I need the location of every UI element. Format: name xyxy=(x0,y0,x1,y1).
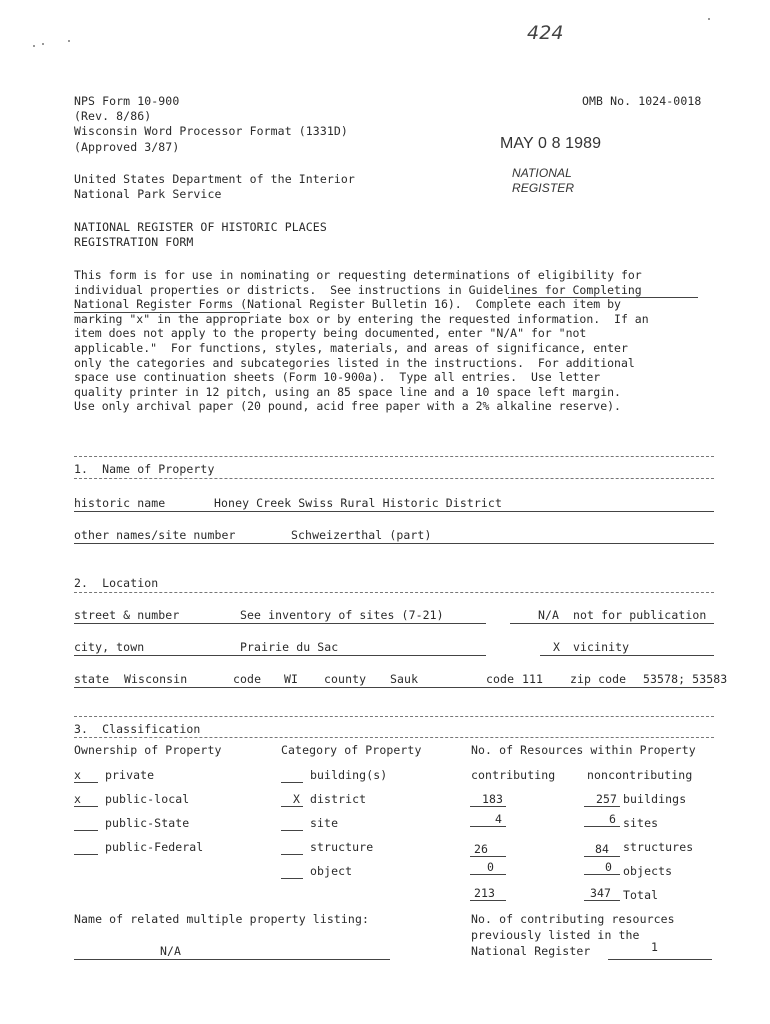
category-district-label: district xyxy=(310,792,367,806)
form-title-2: REGISTRATION FORM xyxy=(74,235,194,249)
state-line-blank xyxy=(74,687,714,688)
count-blank xyxy=(470,856,506,857)
resources-header: No. of Resources within Property xyxy=(471,743,696,757)
instruction-line: item does not apply to the property being documented, enter "N/A" for "not xyxy=(74,326,587,341)
stamp-date: MAY 0 8 1989 xyxy=(500,135,602,152)
county-code-value[interactable]: 111 xyxy=(522,672,544,686)
instruction-line: National Register Forms (National Register Bulletin 16). Complete each item by xyxy=(74,297,621,312)
county-label: county xyxy=(324,672,367,686)
multiple-listing-label: Name of related multiple property listing: xyxy=(74,912,369,926)
category-building-label: building(s) xyxy=(310,768,388,782)
count-blank xyxy=(584,874,620,875)
checkbox-blank xyxy=(74,782,98,783)
count-blank xyxy=(470,826,506,827)
ownership-header: Ownership of Property xyxy=(74,743,222,757)
ownership-public-local-label: public-local xyxy=(105,792,190,806)
category-district-mark[interactable]: X xyxy=(293,792,301,806)
omb-number: OMB No. 1024-0018 xyxy=(582,94,702,108)
count-blank xyxy=(584,856,620,857)
not-for-publication-value[interactable]: N/A xyxy=(538,608,560,622)
previously-listed-blank xyxy=(608,959,712,960)
other-names-value[interactable]: Schweizerthal (part) xyxy=(291,528,432,542)
scan-speck xyxy=(33,45,35,47)
resource-objects-label: objects xyxy=(623,864,673,878)
ownership-private-label: private xyxy=(105,768,155,782)
noncontributing-total[interactable]: 347 xyxy=(590,886,612,900)
city-blank xyxy=(74,655,486,656)
state-label: state xyxy=(74,672,110,686)
count-blank xyxy=(584,900,620,901)
previously-listed-value[interactable]: 1 xyxy=(651,940,659,954)
instruction-line: marking "x" in the appropriate box or by entering the requested information. If an xyxy=(74,311,649,326)
form-number: NPS Form 10-900 xyxy=(74,94,180,108)
section-divider xyxy=(74,456,714,457)
resource-buildings-label: buildings xyxy=(623,792,687,806)
contributing-structures[interactable]: 26 xyxy=(474,842,489,856)
contributing-sites[interactable]: 4 xyxy=(495,812,503,826)
not-for-publication-blank xyxy=(510,623,714,624)
resource-structures-label: structures xyxy=(623,840,694,854)
contributing-objects[interactable]: 0 xyxy=(487,860,495,874)
city-value[interactable]: Prairie du Sac xyxy=(240,640,339,654)
vicinity-mark[interactable]: X xyxy=(553,640,561,654)
not-for-publication-label: not for publication xyxy=(573,608,707,622)
historic-name-label: historic name xyxy=(74,496,166,510)
ownership-private-mark[interactable]: x xyxy=(74,768,82,782)
ownership-public-federal-label: public-Federal xyxy=(105,840,204,854)
ownership-public-local-mark[interactable]: x xyxy=(74,792,82,806)
section-1-heading: 1. Name of Property xyxy=(74,462,215,476)
ownership-public-state-label: public-State xyxy=(105,816,190,830)
street-label: street & number xyxy=(74,608,180,622)
service: National Park Service xyxy=(74,187,222,201)
count-blank xyxy=(584,826,620,827)
category-site-label: site xyxy=(310,816,339,830)
contributing-header: contributing xyxy=(471,768,556,782)
historic-name-blank xyxy=(74,511,714,512)
previously-listed-1: No. of contributing resources xyxy=(471,912,675,926)
contributing-total[interactable]: 213 xyxy=(474,886,496,900)
street-value[interactable]: See inventory of sites (7-21) xyxy=(240,608,444,622)
instruction-line: only the categories and subcategories listed in the instructions. For additional xyxy=(74,355,635,370)
category-header: Category of Property xyxy=(281,743,422,757)
street-blank xyxy=(74,623,486,624)
form-approved: (Approved 3/87) xyxy=(74,140,180,154)
vicinity-blank xyxy=(540,655,714,656)
instruction-line: individual properties or districts. See instructions in Guidelines for Completing xyxy=(74,282,642,297)
noncontributing-buildings[interactable]: 257 xyxy=(596,792,618,806)
form-title-1: NATIONAL REGISTER OF HISTORIC PLACES xyxy=(74,220,327,234)
section-divider xyxy=(74,737,714,738)
noncontributing-header: noncontributing xyxy=(587,768,693,782)
checkbox-blank xyxy=(74,806,98,807)
multiple-listing-value[interactable]: N/A xyxy=(160,944,182,958)
zip-label: zip code xyxy=(570,672,627,686)
historic-name-value[interactable]: Honey Creek Swiss Rural Historic District xyxy=(214,496,502,510)
guidelines-underline xyxy=(74,312,250,313)
county-value[interactable]: Sauk xyxy=(390,672,419,686)
scan-speck xyxy=(68,40,70,42)
checkbox-blank xyxy=(281,830,303,831)
multiple-listing-blank xyxy=(74,959,390,960)
category-structure-label: structure xyxy=(310,840,374,854)
page-number: 424 xyxy=(527,22,564,44)
previously-listed-2: previously listed in the xyxy=(471,928,640,942)
stamp-line-2: REGISTER xyxy=(512,181,575,195)
checkbox-blank xyxy=(74,854,98,855)
count-blank xyxy=(470,806,506,807)
resource-total-label: Total xyxy=(623,888,659,902)
noncontributing-objects[interactable]: 0 xyxy=(605,860,613,874)
county-code-label: code xyxy=(486,672,515,686)
scan-speck xyxy=(42,43,44,45)
previously-listed-3: National Register xyxy=(471,944,591,958)
checkbox-blank xyxy=(281,782,303,783)
form-format: Wisconsin Word Processor Format (1331D) xyxy=(74,124,348,138)
instruction-line: Use only archival paper (20 pound, acid free paper with a 2% alkaline reserve). xyxy=(74,399,621,414)
other-names-label: other names/site number xyxy=(74,528,236,542)
checkbox-blank xyxy=(281,854,303,855)
checkbox-blank xyxy=(74,830,98,831)
section-divider xyxy=(74,592,714,593)
zip-value[interactable]: 53578; 53583 xyxy=(643,672,728,686)
category-object-label: object xyxy=(310,864,353,878)
noncontributing-structures[interactable]: 84 xyxy=(595,842,610,856)
section-2-heading: 2. Location xyxy=(74,576,159,590)
count-blank xyxy=(584,806,620,807)
section-divider xyxy=(74,716,714,717)
vicinity-label: vicinity xyxy=(573,640,630,654)
form-revision: (Rev. 8/86) xyxy=(74,109,152,123)
checkbox-blank xyxy=(281,806,303,807)
section-divider xyxy=(74,478,714,479)
instruction-line: quality printer in 12 pitch, using an 85 space line and a 10 space left margin. xyxy=(74,384,621,399)
count-blank xyxy=(470,874,506,875)
department: United States Department of the Interior xyxy=(74,172,355,186)
guidelines-underline xyxy=(508,297,698,298)
instruction-line: space use continuation sheets (Form 10-900a). Type all entries. Use letter xyxy=(74,370,601,385)
stamp-line-1: NATIONAL xyxy=(512,166,572,180)
instruction-line: applicable." For functions, styles, materials, and areas of significance, enter xyxy=(74,340,628,355)
instructions xyxy=(74,268,714,414)
instruction-line: This form is for use in nominating or requesting determinations of eligibility for xyxy=(74,268,642,282)
scan-speck xyxy=(708,18,710,20)
state-value[interactable]: Wisconsin xyxy=(124,672,188,686)
count-blank xyxy=(470,900,506,901)
state-code-label: code xyxy=(233,672,262,686)
section-3-heading: 3. Classification xyxy=(74,722,201,736)
state-code-value[interactable]: WI xyxy=(284,672,299,686)
other-names-blank xyxy=(74,543,714,544)
checkbox-blank xyxy=(281,878,303,879)
resource-sites-label: sites xyxy=(623,816,659,830)
city-label: city, town xyxy=(74,640,145,654)
contributing-buildings[interactable]: 183 xyxy=(482,792,504,806)
noncontributing-sites[interactable]: 6 xyxy=(609,812,617,826)
